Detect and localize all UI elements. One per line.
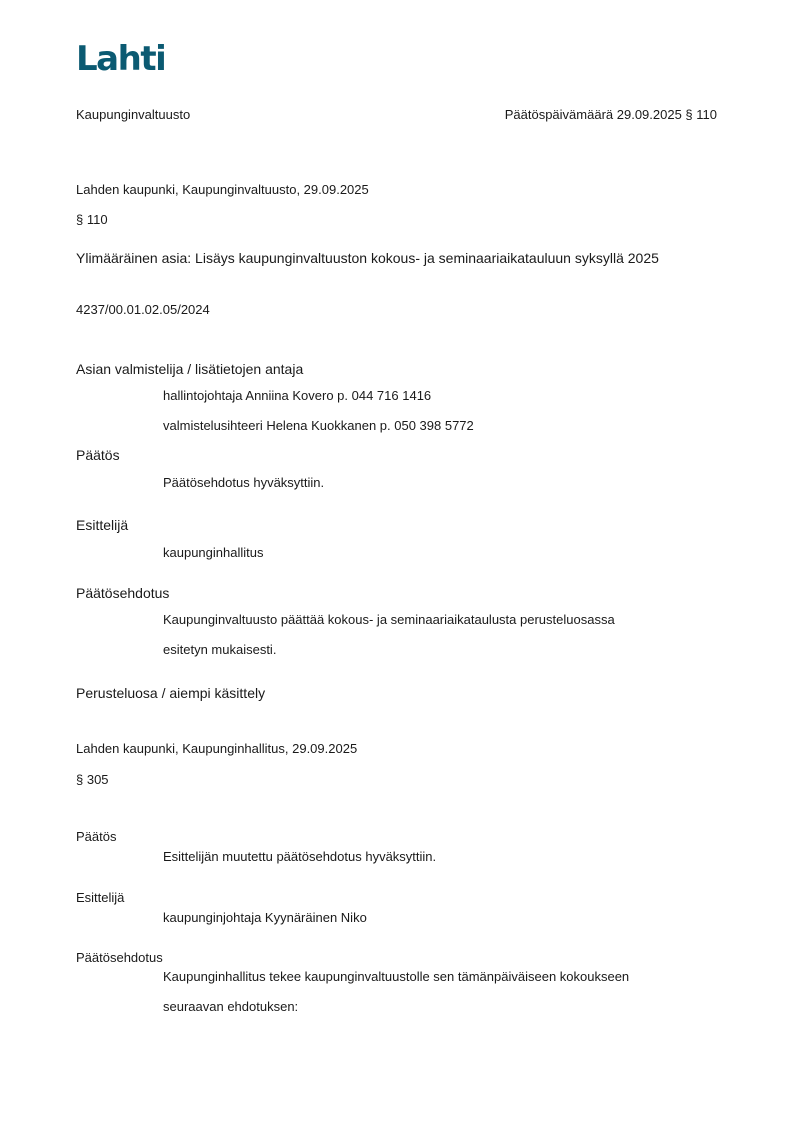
board-section: § 305 bbox=[76, 772, 109, 787]
board-proposal-line-2: seuraavan ehdotuksen: bbox=[163, 999, 299, 1014]
board-line: Lahden kaupunki, Kaupunginhallitus, 29.09.2025 bbox=[76, 741, 358, 756]
meeting-section: § 110 bbox=[76, 212, 108, 227]
board-proposal-heading: Päätösehdotus bbox=[76, 950, 163, 965]
prep-person-2: valmistelusihteeri Helena Kuokkanen p. 050 398 5772 bbox=[163, 418, 474, 433]
presenter-heading: Esittelijä bbox=[76, 517, 129, 533]
board-decision-heading: Päätös bbox=[76, 829, 117, 844]
header-body-name: Kaupunginvaltuusto bbox=[76, 107, 191, 122]
presenter-text: kaupunginhallitus bbox=[163, 545, 264, 560]
decision-heading: Päätös bbox=[76, 447, 120, 463]
board-presenter-text: kaupunginjohtaja Kyynäräinen Niko bbox=[163, 910, 367, 925]
prep-heading: Asian valmistelija / lisätietojen antaja bbox=[76, 361, 304, 377]
proposal-line-1: Kaupunginvaltuusto päättää kokous- ja seminaariaikataulusta perusteluosassa bbox=[163, 612, 615, 627]
board-proposal-line-1: Kaupunginhallitus tekee kaupunginvaltuustolle sen tämänpäiväiseen kokoukseen bbox=[163, 969, 630, 984]
lahti-logo: Lahti bbox=[76, 39, 166, 79]
prep-person-1: hallintojohtaja Anniina Kovero p. 044 716 1416 bbox=[163, 388, 432, 403]
proposal-line-2: esitetyn mukaisesti. bbox=[163, 642, 277, 657]
header-decision-date: Päätöspäivämäärä 29.09.2025 § 110 bbox=[504, 107, 717, 122]
record-id: 4237/00.01.02.05/2024 bbox=[76, 302, 210, 317]
background-heading: Perusteluosa / aiempi käsittely bbox=[76, 685, 266, 701]
board-decision-text: Esittelijän muutettu päätösehdotus hyväksyttiin. bbox=[163, 849, 437, 864]
decision-text: Päätösehdotus hyväksyttiin. bbox=[163, 475, 325, 490]
board-presenter-heading: Esittelijä bbox=[76, 890, 125, 905]
proposal-heading: Päätösehdotus bbox=[76, 585, 170, 601]
item-title: Ylimääräinen asia: Lisäys kaupunginvaltuuston kokous- ja seminaariaikatauluun syksyllä 2025 bbox=[76, 250, 659, 266]
meeting-line: Lahden kaupunki, Kaupunginvaltuusto, 29.09.2025 bbox=[76, 182, 369, 197]
